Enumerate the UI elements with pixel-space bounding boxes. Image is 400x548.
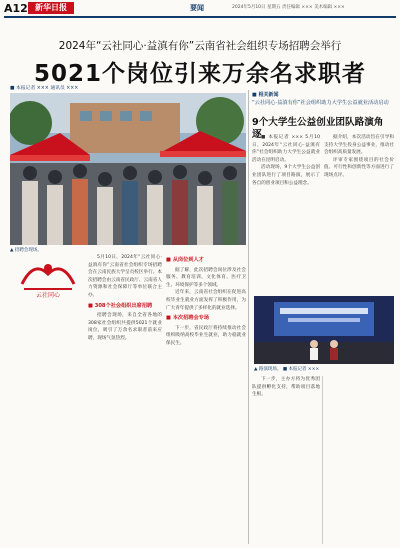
related-column-1 xyxy=(252,134,320,294)
article-headline: 5021个岗位引来万余名求职者 xyxy=(33,61,366,87)
section-divider xyxy=(248,90,249,544)
subhead: ■ 从岗位到人才 xyxy=(166,257,204,263)
related-tag: ■ 相关新闻 xyxy=(252,92,279,98)
paragraph: 下一步，主办方将为优秀团队提供孵化支持，帮助项目落地生根。 xyxy=(252,377,320,398)
paragraph: 活动现场，9个大学生公益创业团队进行了项目路演，展示了各自的创业项目和公益理念。 xyxy=(252,165,320,186)
photo-caption: ▲ 招聘会现场。 xyxy=(10,248,42,253)
paragraph: 评审专家围绕项目的社会价值、可行性和创新性等方面进行了现场点评。 xyxy=(324,157,394,178)
article-kicker: 2024年“云社同心·益滇有你”云南省社会组织专场招聘会举行 xyxy=(58,40,342,52)
related-kicker: “云社同心·益滇有你”社会组织助力大学生公益就业活动启动 xyxy=(252,100,389,106)
dateline: 2024年5月10日 星期五 责任编辑 ××× 美术编辑 ××× xyxy=(232,5,345,10)
newspaper-brand: 新华日报 xyxy=(28,2,74,14)
event-logo xyxy=(14,254,82,300)
paragraph: 近年来，云南省社会组织在促进高校毕业生就业方面发挥了积极作用，为广大青年提供了多样化的就业选择。 xyxy=(166,290,246,311)
paragraph: 据介绍，本次活动旨在引导和支持大学生投身公益事业，推动社会组织高质量发展。 xyxy=(324,135,394,156)
paragraph: 据了解，此次招聘会岗位涉及社会服务、教育培训、文化体育、医疗卫生、环境保护等多个领域。 xyxy=(166,267,246,288)
section-label: 要闻 xyxy=(190,4,204,12)
header-rule xyxy=(4,16,396,18)
subhead: ■ 308个社会组织出席招聘 xyxy=(88,302,153,309)
related-column-2 xyxy=(324,134,394,294)
page-header xyxy=(0,0,400,38)
related-headline: 9个大学生公益创业团队路演角逐 xyxy=(252,117,384,140)
subhead: ■ 本次招聘会专场 xyxy=(166,315,210,322)
paragraph: 招聘会现场，来自全省各地的308家社会组织共提供5021个就业岗位，吸引了万余名求职者前来应聘，现场气氛热烈。 xyxy=(88,313,162,341)
paragraph: ■ 本报记者 ××× 5月10日，2024年“云社同心·益滇有你”社会组织助力大学生公益就业活动在昆明启动。 xyxy=(252,135,320,163)
roadshow-photo xyxy=(254,296,394,364)
page-number: A12 xyxy=(4,2,28,15)
article-column-2 xyxy=(166,254,246,544)
article-column-1 xyxy=(88,254,162,544)
roadshow-caption: ▲ 路演现场。 ■ 本报记者 ××× xyxy=(254,367,320,372)
svg-text:云社同心: 云社同心 xyxy=(35,292,61,299)
paragraph: 下一步，省民政厅将持续推动社会组织吸纳高校毕业生就业，助力稳就业保民生。 xyxy=(166,325,246,346)
paragraph: 5月10日，2024年“云社同心·益滇有你”云南省社会组织专场招聘会在云南民族大学呈贡校区举行。本次招聘会由云南省民政厅、云南省人力资源和社会保障厅等单位联合主办。 xyxy=(88,255,162,298)
article-byline: ■ 本报记者 ××× 通讯员 ××× xyxy=(10,86,79,91)
main-photo xyxy=(10,93,246,245)
column-divider xyxy=(322,376,323,544)
related-column-3 xyxy=(252,376,320,544)
